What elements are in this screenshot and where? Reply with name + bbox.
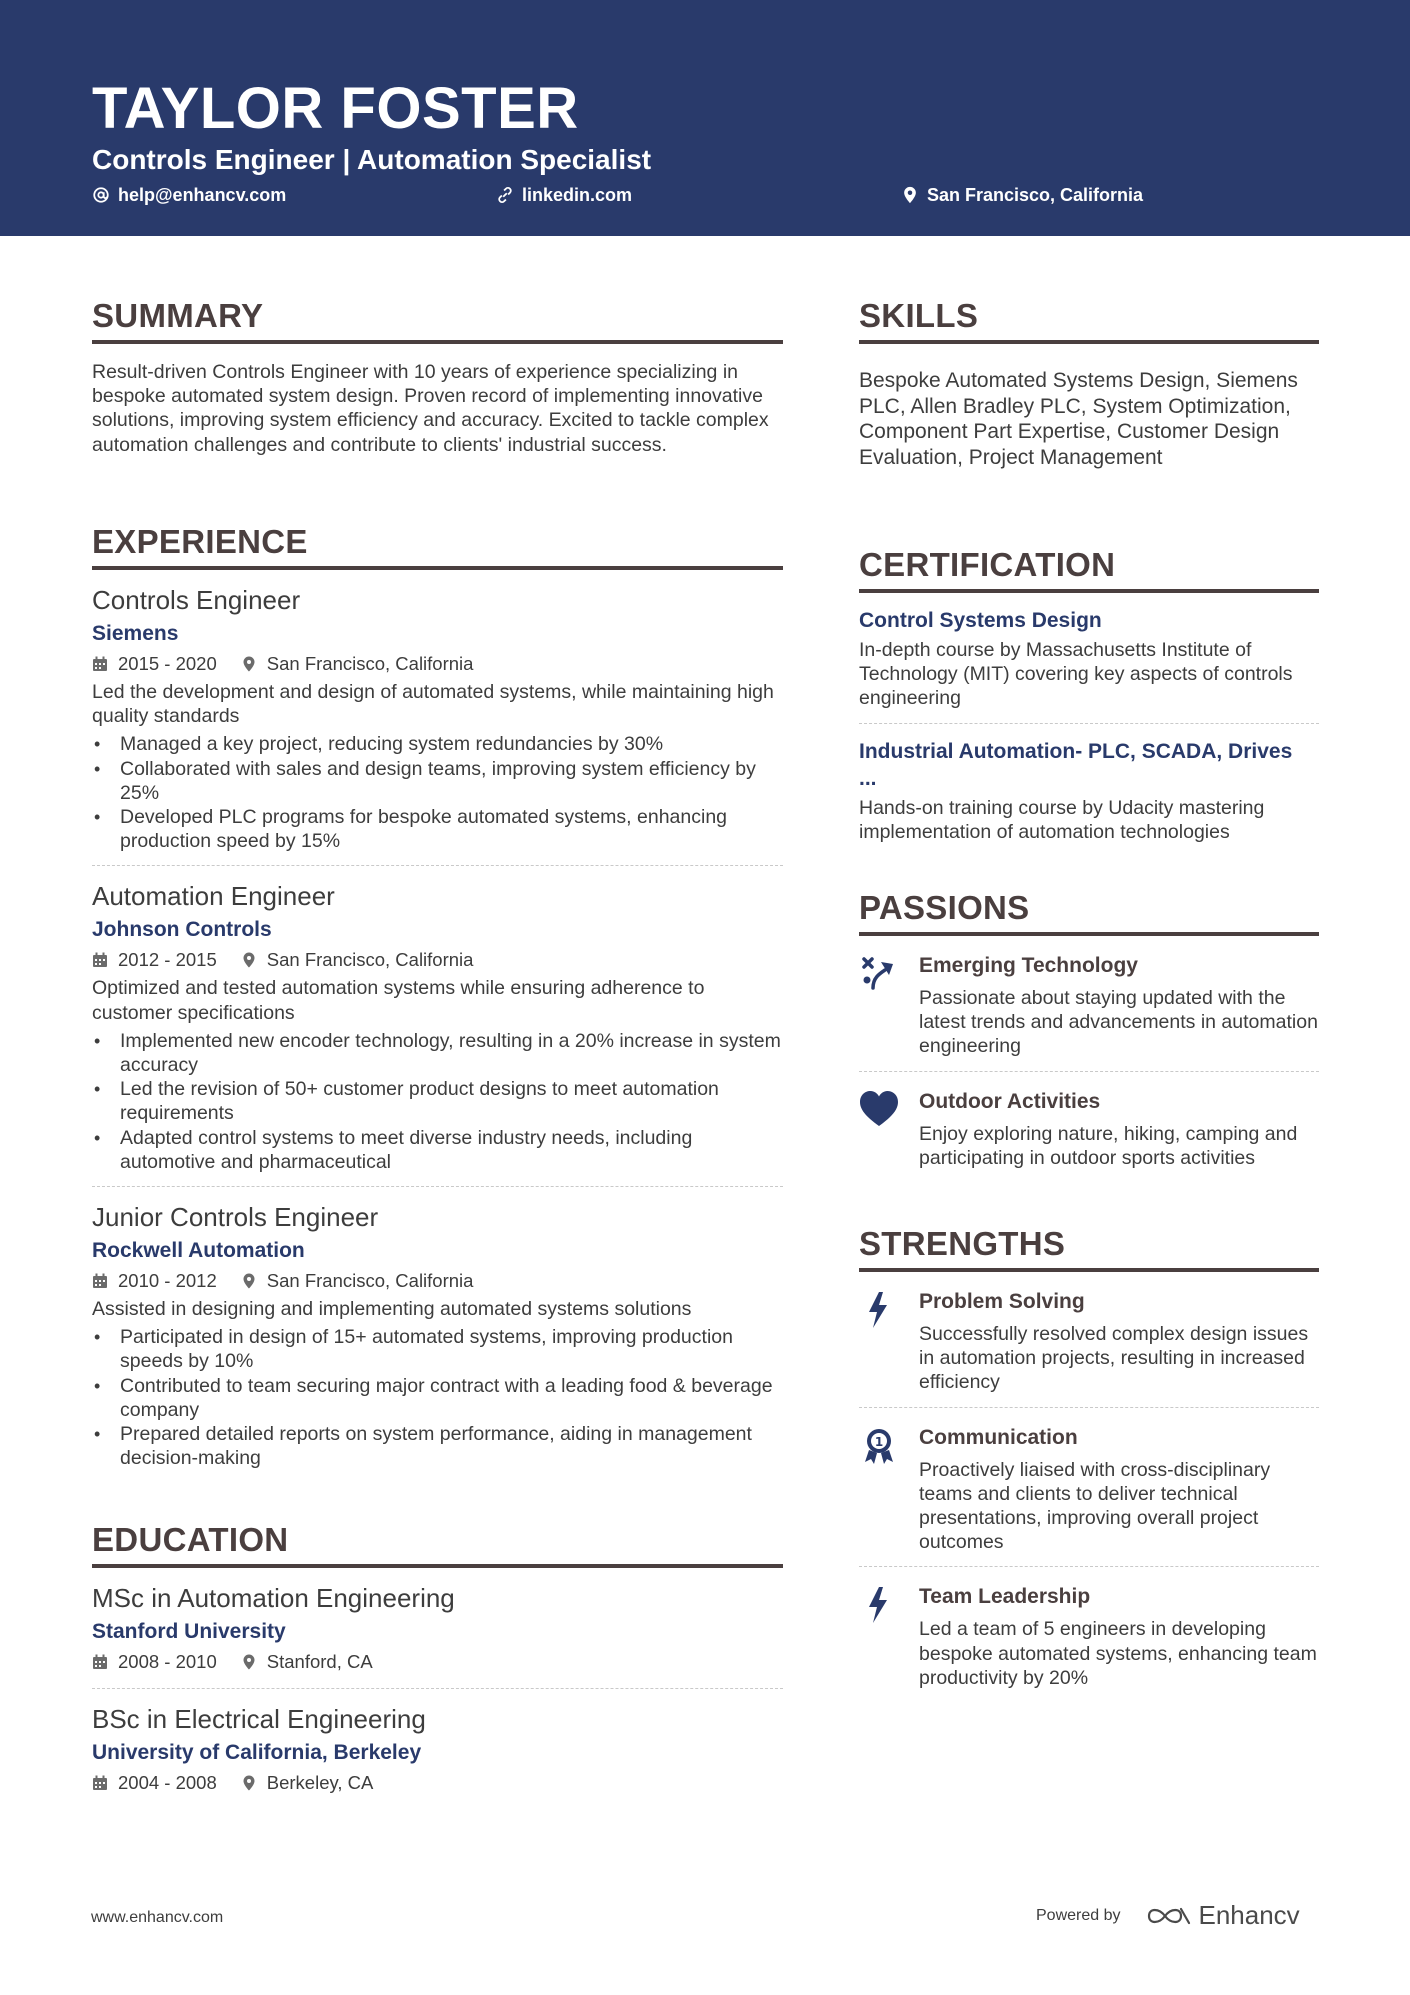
job-bullet: • Led the revision of 50+ customer product designs to meet automation requirements bbox=[92, 1077, 783, 1125]
job-description: Optimized and tested automation systems while ensuring adherence to customer specifications bbox=[92, 977, 705, 1024]
summary-text: Result-driven Controls Engineer with 10 years of experience specializing in bespoke automated system design. Proven record of implementing innovative solutions, improving system efficiency and accuracy. Excited to tackle complex automation challenges and contribute to clients' industrial success. bbox=[92, 361, 769, 456]
job-company: Siemens bbox=[92, 622, 179, 645]
summary-heading: SUMMARY bbox=[92, 296, 783, 344]
job-bullet: • Collaborated with sales and design teams, improving system efficiency by 25% bbox=[92, 757, 783, 805]
education-school: Stanford University bbox=[92, 1620, 286, 1643]
powered-by-label: Powered by bbox=[1036, 1906, 1121, 1924]
experience-heading: EXPERIENCE bbox=[92, 522, 783, 570]
job-bullet: • Managed a key project, reducing system redundancies by 30% bbox=[92, 732, 783, 756]
strength-description: Led a team of 5 engineers in developing bespoke automated systems, enhancing team productivity by 20% bbox=[919, 1618, 1317, 1689]
education-meta bbox=[92, 1648, 783, 1676]
calendar-icon bbox=[92, 656, 108, 672]
job-bullet: • Developed PLC programs for bespoke automated systems, enhancing production speed by 15% bbox=[92, 805, 783, 853]
link-icon bbox=[496, 186, 514, 204]
education-entry bbox=[92, 1689, 783, 1809]
education-degree: MSc in Automation Engineering bbox=[92, 1583, 455, 1613]
strength-title: Communication bbox=[919, 1425, 1078, 1449]
job-role: Controls Engineer bbox=[92, 585, 301, 615]
job-bullets bbox=[92, 732, 783, 853]
calendar-icon bbox=[92, 1654, 108, 1670]
job-company: Johnson Controls bbox=[92, 918, 272, 942]
passions-heading: PASSIONS bbox=[859, 888, 1319, 936]
contact-linkedin[interactable] bbox=[496, 182, 632, 208]
route-icon bbox=[859, 954, 899, 994]
certification-heading: CERTIFICATION bbox=[859, 545, 1319, 593]
job-meta bbox=[92, 650, 783, 678]
location-pin-icon bbox=[241, 1654, 257, 1670]
passion-item bbox=[859, 936, 1319, 1072]
passion-title: Emerging Technology bbox=[919, 954, 1138, 977]
svg-text:1: 1 bbox=[874, 1434, 884, 1449]
certification-section bbox=[859, 545, 1319, 856]
linkedin-text: linkedin.com bbox=[522, 185, 633, 205]
candidate-name: TAYLOR FOSTER bbox=[92, 76, 579, 141]
location-pin-icon bbox=[241, 952, 257, 968]
job-entry bbox=[92, 866, 783, 1187]
education-section bbox=[92, 1520, 783, 1809]
job-bullet: • Contributed to team securing major contract with a leading food & beverage company bbox=[92, 1374, 783, 1422]
lightning-icon bbox=[859, 1290, 899, 1330]
job-bullet: • Prepared detailed reports on system performance, aiding in management decision-making bbox=[92, 1422, 783, 1470]
strength-item bbox=[859, 1567, 1319, 1702]
job-dates: 2012 - 2015 bbox=[118, 949, 217, 971]
strength-item bbox=[859, 1408, 1319, 1568]
job-dates: 2015 - 2020 bbox=[118, 653, 217, 674]
job-list bbox=[92, 570, 783, 1482]
calendar-icon bbox=[92, 1775, 108, 1791]
education-degree: BSc in Electrical Engineering bbox=[92, 1704, 426, 1734]
certification-title: Industrial Automation- PLC, SCADA, Drives ... bbox=[859, 739, 1293, 790]
job-description: Led the development and design of automated systems, while maintaining high quality standards bbox=[92, 681, 774, 728]
skills-section bbox=[859, 296, 1319, 470]
job-description: Assisted in designing and implementing automated systems solutions bbox=[92, 1298, 692, 1321]
job-location: San Francisco, California bbox=[266, 949, 474, 971]
contact-email[interactable] bbox=[92, 182, 286, 208]
calendar-icon bbox=[92, 1273, 108, 1289]
location-pin-icon bbox=[241, 1775, 257, 1791]
job-location: San Francisco, California bbox=[266, 653, 474, 674]
job-role: Junior Controls Engineer bbox=[92, 1202, 379, 1233]
strength-description: Successfully resolved complex design issues in automation projects, resulting in increased efficiency bbox=[919, 1323, 1309, 1394]
job-dates: 2010 - 2012 bbox=[118, 1270, 217, 1292]
passion-item bbox=[859, 1072, 1319, 1182]
location-pin-icon bbox=[241, 1273, 257, 1289]
education-location: Stanford, CA bbox=[266, 1651, 373, 1672]
education-meta bbox=[92, 1769, 783, 1797]
experience-section bbox=[92, 522, 783, 1482]
strength-title: Problem Solving bbox=[919, 1290, 1085, 1313]
strengths-heading: STRENGTHS bbox=[859, 1224, 1319, 1272]
certification-description: Hands-on training course by Udacity mastering implementation of automation technologies bbox=[859, 796, 1265, 843]
education-entry bbox=[92, 1568, 783, 1689]
job-meta bbox=[92, 946, 783, 974]
brand-name: Enhancv bbox=[1198, 1900, 1300, 1930]
certification-entry bbox=[859, 724, 1319, 856]
job-meta bbox=[92, 1267, 783, 1295]
summary-section bbox=[92, 296, 783, 457]
strengths-section bbox=[859, 1224, 1319, 1702]
strength-item bbox=[859, 1272, 1319, 1408]
job-entry bbox=[92, 1187, 783, 1482]
job-bullet: • Adapted control systems to meet diverse industry needs, including automotive and pharmaceutical bbox=[92, 1126, 783, 1174]
job-bullets bbox=[92, 1325, 783, 1470]
job-role: Automation Engineer bbox=[92, 881, 335, 912]
passion-description: Passionate about staying updated with the latest trends and advancements in automation engineering bbox=[919, 987, 1318, 1058]
passions-section bbox=[859, 888, 1319, 1182]
heart-icon bbox=[859, 1090, 899, 1130]
job-company: Rockwell Automation bbox=[92, 1239, 305, 1263]
at-icon bbox=[92, 186, 110, 204]
skills-text: Bespoke Automated Systems Design, Siemens PLC, Allen Bradley PLC, System Optimization, Component Part Expertise, Customer Design Evaluation, Project Management bbox=[859, 369, 1298, 469]
education-dates: 2004 - 2008 bbox=[118, 1772, 217, 1793]
location-text: San Francisco, California bbox=[927, 185, 1144, 205]
footer-website[interactable]: www.enhancv.com bbox=[91, 1909, 224, 1926]
brand-logo[interactable] bbox=[1145, 1900, 1300, 1931]
job-location: San Francisco, California bbox=[266, 1270, 474, 1292]
footer-branding bbox=[1036, 1900, 1300, 1931]
job-entry bbox=[92, 570, 783, 866]
job-bullet: • Participated in design of 15+ automated systems, improving production speeds by 10% bbox=[92, 1325, 783, 1373]
certification-title: Control Systems Design bbox=[859, 609, 1102, 632]
location-pin-icon bbox=[241, 656, 257, 672]
resume-header bbox=[0, 0, 1410, 236]
location-pin-icon bbox=[901, 186, 919, 204]
certification-description: In-depth course by Massachusetts Institute of Technology (MIT) covering key aspects of controls engineering bbox=[859, 639, 1293, 710]
contact-location bbox=[901, 182, 1143, 208]
strength-title: Team Leadership bbox=[919, 1585, 1091, 1609]
education-dates: 2008 - 2010 bbox=[118, 1651, 217, 1672]
education-school: University of California, Berkeley bbox=[92, 1741, 422, 1764]
education-location: Berkeley, CA bbox=[266, 1772, 374, 1793]
candidate-title: Controls Engineer | Automation Specialist bbox=[92, 144, 652, 175]
email-text: help@enhancv.com bbox=[118, 185, 287, 205]
calendar-icon bbox=[92, 952, 108, 968]
passion-title: Outdoor Activities bbox=[919, 1089, 1101, 1113]
lightning-icon bbox=[859, 1585, 899, 1625]
enhancv-logo-icon bbox=[1145, 1903, 1193, 1929]
award-ribbon-icon bbox=[859, 1426, 899, 1466]
strength-description: Proactively liaised with cross-disciplinary teams and clients to deliver technical presentations, improving overall project outcomes bbox=[919, 1458, 1271, 1554]
education-heading: EDUCATION bbox=[92, 1520, 783, 1568]
skills-heading: SKILLS bbox=[859, 296, 1319, 344]
certification-entry bbox=[859, 593, 1319, 724]
job-bullets bbox=[92, 1029, 783, 1174]
job-bullet: • Implemented new encoder technology, resulting in a 20% increase in system accuracy bbox=[92, 1029, 783, 1077]
passion-description: Enjoy exploring nature, hiking, camping and participating in outdoor sports activities bbox=[919, 1122, 1298, 1169]
